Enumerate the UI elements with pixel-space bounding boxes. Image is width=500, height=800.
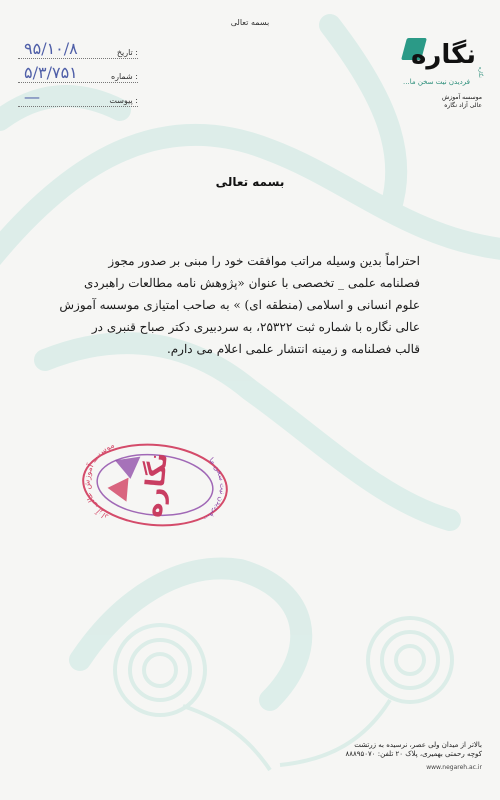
logo-vertical-text: نگاره (477, 67, 483, 78)
number-label: : شماره (110, 72, 138, 81)
letter-line: احتراماً بدین وسیله مراتب موافقت خود را مبنی بر صدور مجوز (108, 254, 420, 268)
letter-line: فصلنامه علمی _ تخصصی با عنوان «پژوهش نامه مطالعات راهبردی (83, 276, 420, 290)
date-label: : تاریخ (116, 48, 138, 57)
letter-body (59, 250, 420, 360)
attachment-value: — (24, 87, 40, 106)
logo-side-text: موسسه آموزش عالی آزاد نگاره (441, 94, 482, 109)
date-value: ۹۵/۱۰/۸ (24, 39, 78, 58)
number-value: ۵/۳/۷۵۱ (24, 63, 78, 82)
logo-subtitle: فردیدن نیت سخن ما... (403, 78, 470, 86)
footer-website: www.negareh.ac.ir (426, 763, 482, 771)
letter-line: قالب فصلنامه و زمینه انتشار علمی اعلام می دارم. (166, 342, 420, 356)
letter-line: عالی نگاره با شماره ثبت ۲۵۳۲۲، به سردبیری دکتر صباح قنبری در (91, 320, 420, 334)
meta-box (18, 38, 138, 110)
institution-logo (364, 22, 484, 112)
letter-footer (302, 741, 482, 772)
letter-line: علوم انسانی و اسلامی (منطقه ای) » به صاحب امتیازی موسسه آموزش (59, 298, 420, 312)
stamp-graphic (56, 422, 255, 548)
attachment-row (18, 86, 138, 107)
footer-address-line-1: بالاتر از میدان ولی عصر، نرسیده به زرتشت (354, 741, 482, 750)
top-invocation: بسمه تعالی (230, 18, 270, 27)
letter-heading: بسمه تعالی (215, 175, 285, 189)
logo-wordmark: نگاره (411, 40, 476, 70)
date-row (18, 38, 138, 59)
number-row (18, 62, 138, 83)
footer-address-line-2: کوچه رحمتی بهمیری، پلاک ۲۰ تلفن: ۸۸۸۹۵۰۷۰ (345, 750, 482, 759)
stamp-ring-text: موسسه آموزش عالی آزاد (82, 440, 116, 522)
attachment-label: : پیوست (109, 96, 138, 105)
official-stamp (56, 422, 255, 548)
stamp-center-text: نگاره (138, 451, 174, 519)
stamp-bottom-text: فردیدن نیت سخن ما... (202, 456, 227, 524)
